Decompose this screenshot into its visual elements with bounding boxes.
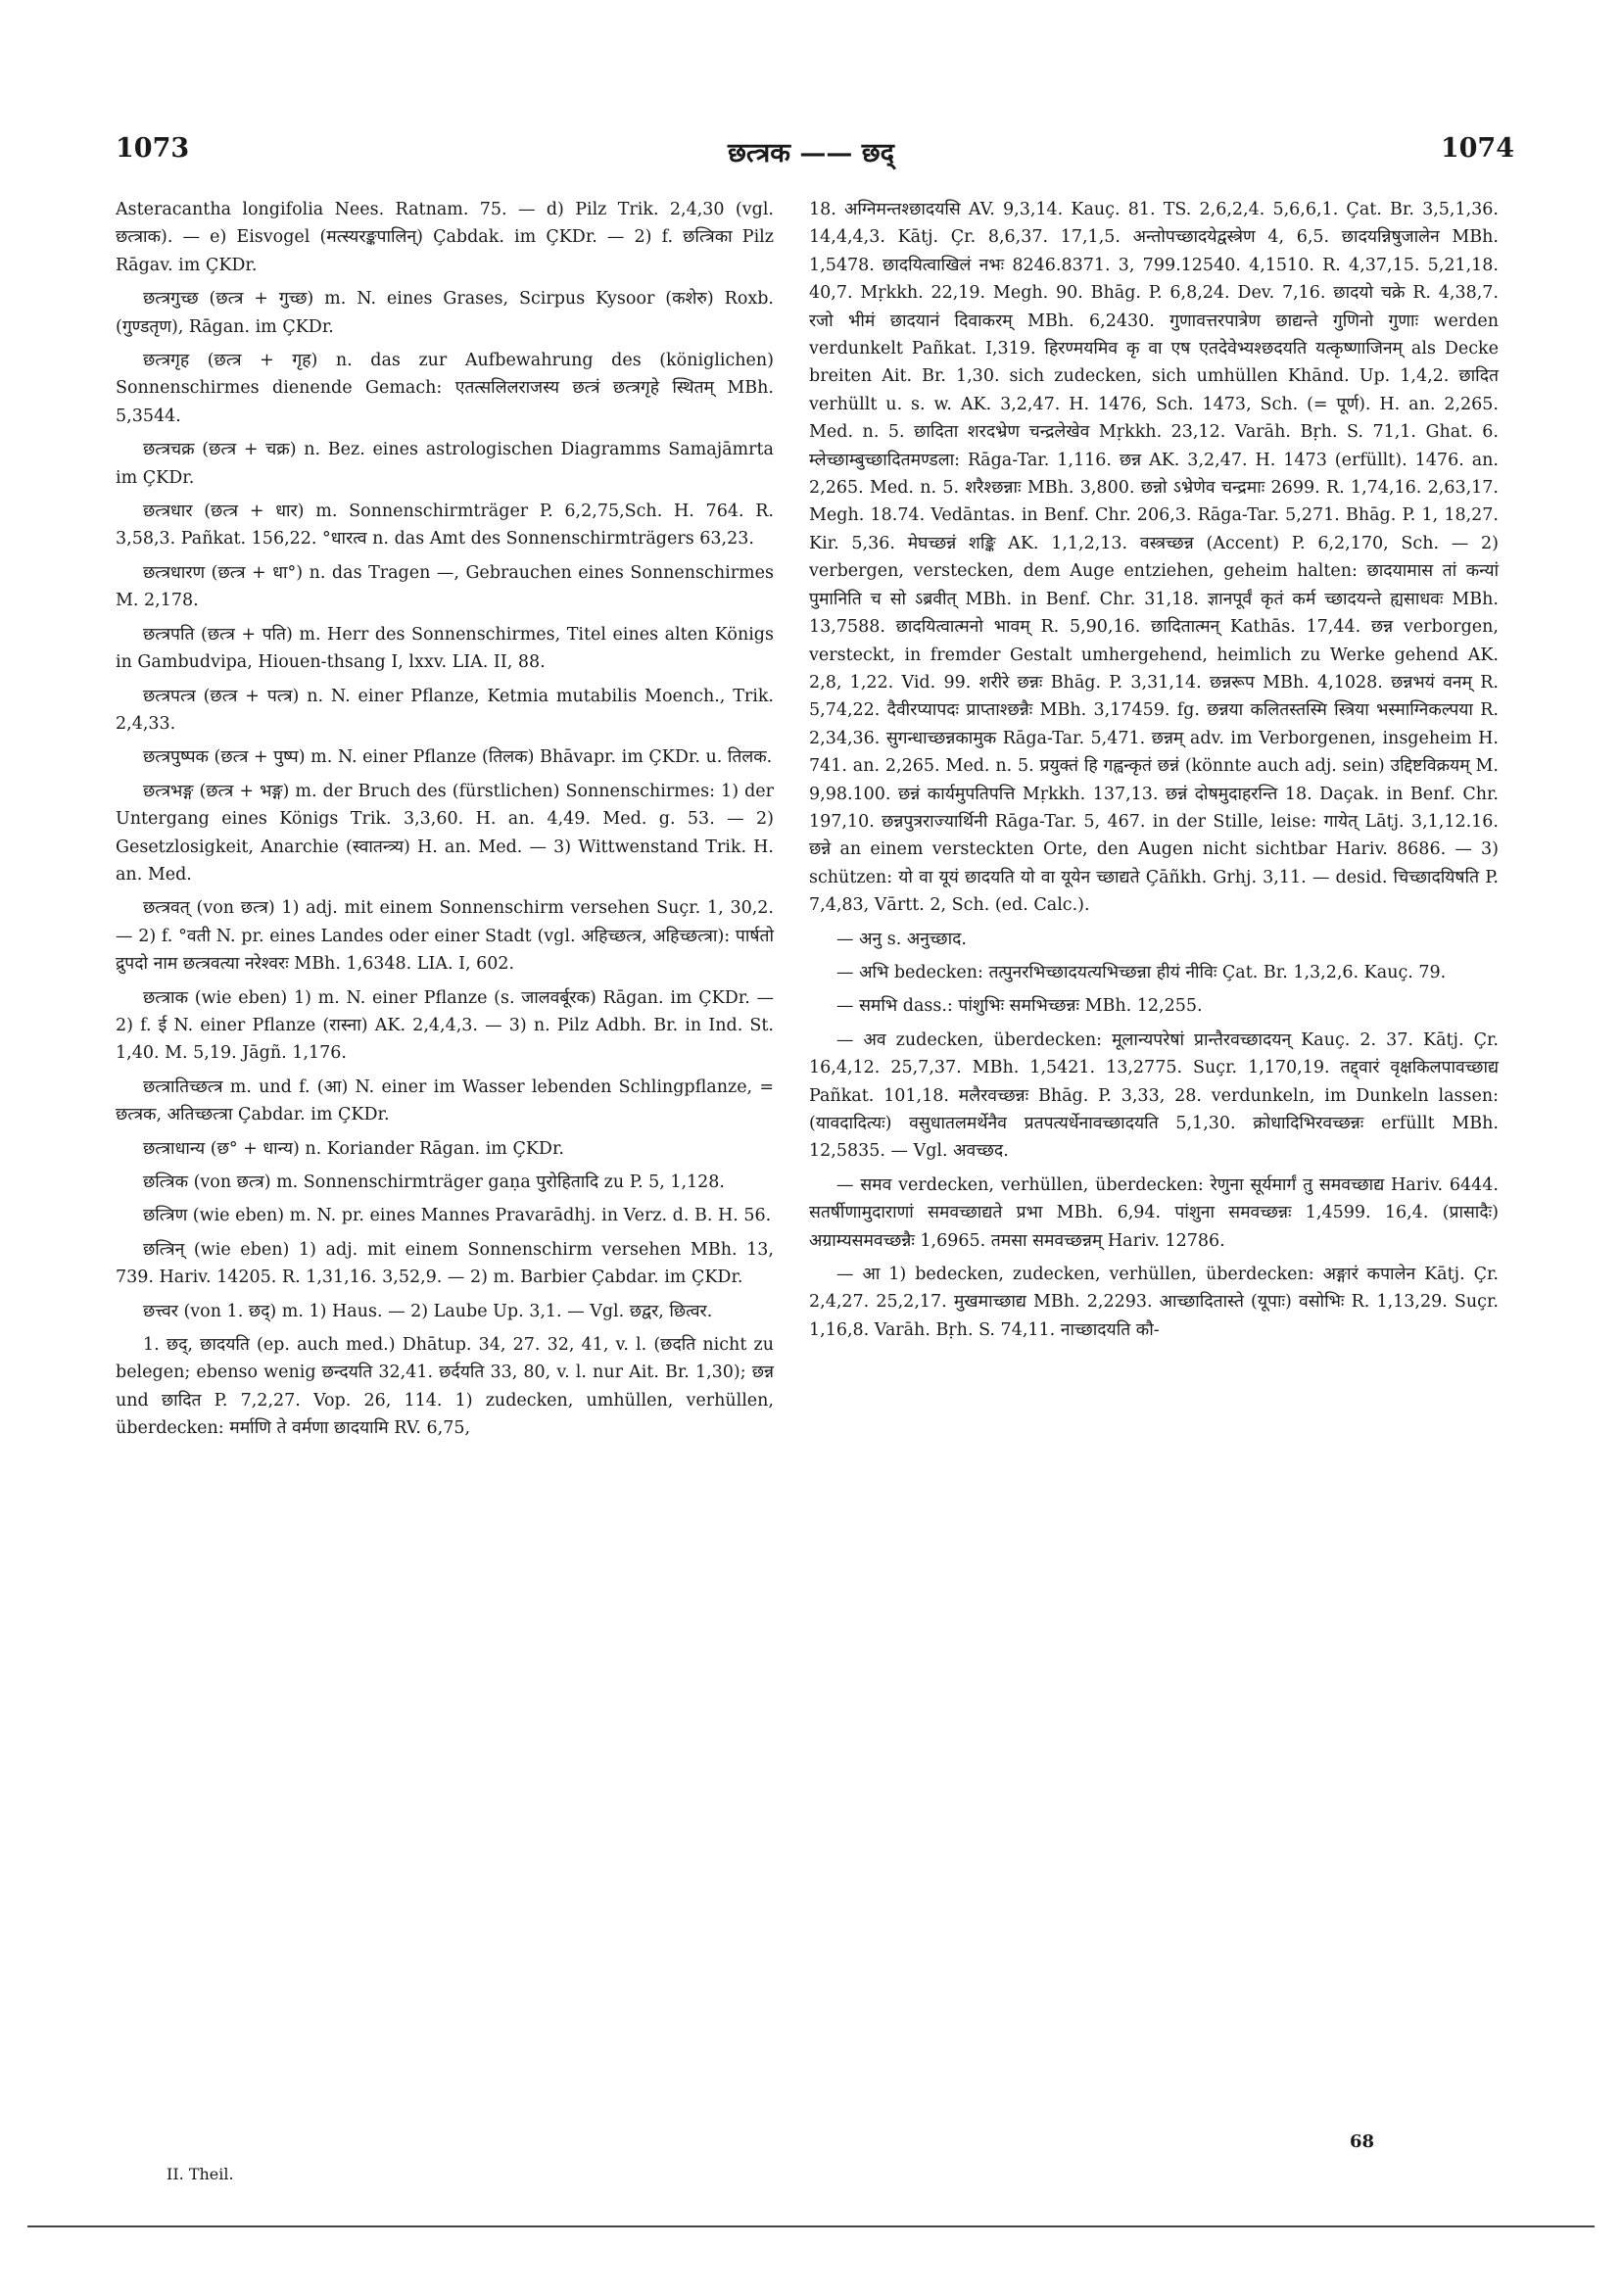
right-column	[809, 196, 1499, 1350]
entry: — आ 1) bedecken, zudecken, verhüllen, überdecken: अङ्गारं कपालेन Kātj. Çr. 2,4,27. 25,2,17. मुखमाच्छाद्य MBh. 2,2293. आच्छादितास्ते (यूपाः) वसोभिः R. 1,13,29. Suçr. 1,16,8. Varāh. Bṛh. S. 74,11. नाच्छादयति कौ-	[809, 1265, 1499, 1340]
bottom-rule	[27, 2225, 1595, 2227]
entry-continuation: 18. अग्निमन्तश्छादयसि AV. 9,3,14. Kauç. 81. TS. 2,6,2,4. 5,6,6,1. Çat. Br. 3,5,1,36. 14,4,4,3. Kātj. Çr. 8,6,37. 17,1,5. अन्तोपच्छादयेद्वस्त्रेण 4, 6,5. छादयन्निषुजालेन MBh. 1,5478. छादयित्वाखिलं नभः 8246.8371. 3, 799.12540. 4,1510. R. 4,37,15. 5,21,18. 40,7. Mṛkkh. 22,19. Megh. 90. Bhāg. P. 6,8,24. Dev. 7,16. छादयो चक्रे R. 4,38,7. रजो भीमं छादयानं दिवाकरम् MBh. 6,2430. गुणावत्तरपात्रेण छाद्यन्ते गुणिनो गुणाः werden verdunkelt Pañkat. I,319. हिरण्मयमिव कृ वा एष एतदेवेभ्यश्छदयति यत्कृष्णाजिनम् als Decke breiten Ait. Br. 1,30. sich zudecken, sich umhüllen Khānd. Up. 1,4,2. छादित verhüllt u. s. w. AK. 3,2,47. H. 1476, Sch. 1473, Sch. (= पूर्ण). H. an. 2,265. Med. n. 5. छादिता शरदभ्रेण चन्द्रलेखेव Mṛkkh. 23,12. Varāh. Bṛh. S. 71,1. Ghat. 6. म्लेच्छाम्बुच्छादितमण्डला: Rāga-Tar. 1,116. छन्न AK. 3,2,47. H. 1473 (erfüllt). 1476. an. 2,265. Med. n. 5. शरैश्छन्नाः MBh. 3,800. छन्नो ऽभ्रेणेव चन्द्रमाः 2699. R. 1,74,16. 2,63,17. Megh. 18.74. Vedāntas. in Benf. Chr. 206,3. Rāga-Tar. 5,271. Bhāg. P. 1, 18,27. Kir. 5,36. मेघच्छन्नं शङ्कि AK. 1,1,2,13. वस्त्रच्छन्न (Accent) P. 6,2,170, Sch. — 2) verbergen, verstecken, dem Auge entziehen, geheim halten: छादयामास तां कन्यां पुमानिति च सो ऽब्रवीत् MBh. in Benf. Chr. 31,18. ज्ञानपूर्वं कृतं कर्म च्छादयन्ते ह्यसाधवः MBh. 13,7588. छादयित्वात्मनो भावम् R. 5,90,16. छादितात्मन् Kathās. 17,44. छन्न verborgen, versteckt, in fremder Gestalt umhergehend, heimlich zu Werke gehend AK. 2,8, 1,22. Vid. 99. शरीरे छन्नः Bhāg. P. 3,31,14. छन्नरूप MBh. 4,1028. छन्नभयं वनम् R. 5,74,22. दैवीरप्यापदः प्राप्ताश्छन्नैः MBh. 3,17459. fg. छन्नया कलितस्तस्मि स्त्रिया भस्माग्निकल्पया R. 2,34,36. सुगन्धाच्छन्नकामुक Rāga-Tar. 5,471. छन्नम् adv. im Verborgenen, insgeheim H. 741. an. 2,265. Med. n. 5. प्रयुक्तं हि गह्वन्कृतं छन्नं (könnte auch adj. sein) उद्दिष्टविक्रयम् M. 9,98.100. छन्नं कार्यमुपतिपत्ति Mṛkkh. 137,13. छन्नं दोषमुदाहरन्ति 18. Daçak. in Benf. Chr. 197,10. छन्नपुत्रराज्यार्थिनी Rāga-Tar. 5, 467. in der Stille, leise: गायेत् Lātj. 3,1,12.16. छन्ने an einem versteckten Orte, den Augen nicht sichtbar Hariv. 8686. — 3) schützen: यो वा यूयं छादयति यो वा यूयेन च्छाद्यते Çāñkh. Grhj. 3,11. — desid. चिच्छादयिषति P. 7,4,83, Vārtt. 2, Sch. (ed. Calc.).	[809, 200, 1499, 916]
page-number-right: 1074	[1440, 133, 1514, 164]
signature-mark: 68	[1350, 2131, 1375, 2152]
entry: — अनु s. अनुच्छाद.	[836, 929, 967, 949]
entry: छत्त्रिन् (wie eben) 1) adj. mit einem Sonnenschirm versehen MBh. 13, 739. Hariv. 14205. R. 1,31,16. 3,52,9. — 2) m. Barbier Çabdar. im ÇKDr.	[116, 1239, 774, 1288]
entry: छत्त्रधारण (छत्त्र + धा°) n. das Tragen —, Gebrauchen eines Sonnenschirmes M. 2,178.	[116, 562, 774, 611]
left-column	[116, 196, 774, 1449]
entry: छत्त्रगुच्छ (छत्त्र + गुच्छ) m. N. eines Grases, Scirpus Kysoor (कशेरु) Roxb. (गुण्डतृण), Rāgan. im ÇKDr.	[116, 289, 774, 337]
entry: छत्त्रपत्त्र (छत्त्र + पत्त्र) n. N. einer Pflanze, Ketmia mutabilis Moench., Trik. 2,4,33.	[116, 686, 774, 734]
entry-continuation: Asteracantha longifolia Nees. Ratnam. 75. — d) Pilz Trik. 2,4,30 (vgl. छत्त्राक). — e) Eisvogel (मत्स्यरङ्कपालिन्) Çabdak. im ÇKDr. — 2) f. छत्त्रिका Pilz Rāgav. im ÇKDr.	[116, 200, 774, 275]
page-number-left: 1073	[116, 133, 190, 164]
entry: छत्त्रवत् (von छत्त्र) 1) adj. mit einem Sonnenschirm versehen Suçr. 1, 30,2. — 2) f. °वती N. pr. eines Landes oder einer Stadt (vgl. अहिच्छत्त्र, अहिच्छत्त्रा): पार्षतो द्रुपदो नाम छत्त्रवत्या नरेश्वरः MBh. 1,6348. LIA. I, 602.	[116, 898, 774, 975]
entry: छत्त्रपुष्पक (छत्त्र + पुष्प) m. N. einer Pflanze (तिलक) Bhāvapr. im ÇKDr. u. तिलक.	[143, 747, 773, 768]
entry: छत्त्रिण (wie eben) m. N. pr. eines Mannes Pravarādhj. in Verz. d. B. H. 56.	[143, 1206, 772, 1226]
entry: छत्त्वर (von 1. छद्) m. 1) Haus. — 2) Laube Up. 3,1. — Vgl. छद्वर, छित्वर.	[143, 1301, 713, 1321]
entry: छत्त्रगृह (छत्त्र + गृह) n. das zur Aufbewahrung des (königlichen) Sonnenschirmes dienende Gemach: एतत्सलिलराजस्य छत्त्रं छत्त्रगृहे स्थितम् MBh. 5,3544.	[116, 351, 774, 426]
entry: छत्त्रातिच्छत्त्र m. und f. (आ) N. einer im Wasser lebenden Schlingpflanze, = छत्त्रक, अतिच्छत्त्रा Çabdar. im ÇKDr.	[116, 1076, 774, 1125]
entry: — अव zudecken, überdecken: मूलान्यपरेषां प्रान्तैरवच्छादयन् Kauç. 2. 37. Kātj. Çr. 16,4,12. 25,7,37. MBh. 1,5421. 13,2775. Suçr. 1,170,19. तद्द्वारं वृक्षकिलपावच्छाद्य Pañkat. 101,18. मलैरवच्छन्नः Bhāg. P. 3,33, 28. verdunkeln, im Dunkeln lassen: (यावदादित्यः) वसुधातलमर्थेनैव प्रतपत्यर्धेनावच्छादयति 5,1,30. क्रोधादिभिरवच्छन्नः erfüllt MBh. 12,5835. — Vgl. अवच्छद.	[809, 1029, 1499, 1162]
entry: छत्त्रिक (von छत्त्र) m. Sonnenschirmträger gaṇa पुरोहितादि zu P. 5, 1,128.	[143, 1172, 726, 1192]
entry: 1. छद्, छादयति (ep. auch med.) Dhātup. 34, 27. 32, 41, v. l. (छदति nicht zu belegen; ebenso wenig छन्दयति 32,41. छर्दयति 33, 80, v. l. nur Ait. Br. 1,30); छन्न und छादित P. 7,2,27. Vop. 26, 114. 1) zudecken, umhüllen, verhüllen, überdecken: मर्माणि ते वर्मणा छादयामि RV. 6,75,	[116, 1335, 774, 1439]
entry: छत्त्रचक्र (छत्त्र + चक्र) n. Bez. eines astrologischen Diagramms Samajāmrta im ÇKDr.	[116, 440, 774, 488]
volume-label: II. Theil.	[167, 2165, 234, 2183]
entry: — समव verdecken, verhüllen, überdecken: रेणुना सूर्यमार्गं तु समवच्छाद्य Hariv. 6444. सतर्षीणामुदाराणां समवच्छाद्यते प्रभा MBh. 6,94. पांशुना समवच्छन्नः 1,4599. 16,4. (प्रासादैः) अग्राम्यसमवच्छन्नैः 1,6965. तमसा समवच्छन्नम् Hariv. 12786.	[809, 1174, 1499, 1251]
entry: छत्त्रधार (छत्त्र + धार) m. Sonnenschirmträger P. 6,2,75,Sch. H. 764. R. 3,58,3. Pañkat. 156,22. °धारत्व n. das Amt des Sonnenschirmträgers 63,23.	[116, 502, 774, 550]
entry: — अभि bedecken: तत्पुनरभिच्छादयत्यभिच्छन्ना हीयं नीविः Çat. Br. 1,3,2,6. Kauç. 79.	[836, 962, 1447, 982]
entry: छत्त्रभङ्ग (छत्त्र + भङ्ग) m. der Bruch des (fürstlichen) Sonnenschirmes: 1) der Untergang eines Königs Trik. 3,3,60. H. an. 4,49. Med. g. 53. — 2) Gesetzlosigkeit, Anarchie (स्वातन्त्र्य) H. an. Med. — 3) Wittwenstand Trik. H. an. Med.	[116, 781, 774, 885]
entry: छत्त्रपति (छत्त्र + पति) m. Herr des Sonnenschirmes, Titel eines alten Königs in Gambudvipa, Hiouen-thsang I, lxxv. LIA. II, 88.	[116, 624, 774, 673]
entry: छत्त्राक (wie eben) 1) m. N. einer Pflanze (s. जालवर्बूरक) Rāgan. im ÇKDr. — 2) f. ई N. einer Pflanze (रास्ना) AK. 2,4,4,3. — 3) n. Pilz Adbh. Br. in Ind. St. 1,40. M. 5,19. Jāgñ. 1,176.	[116, 987, 774, 1064]
entry: छत्त्राधान्य (छ° + धान्य) n. Koriander Rāgan. im ÇKDr.	[143, 1138, 564, 1159]
running-head: छत्त्रक —— छद्	[727, 138, 895, 168]
entry: — समभि dass.: पांशुभिः समभिच्छन्नः MBh. 12,255.	[836, 996, 1203, 1017]
